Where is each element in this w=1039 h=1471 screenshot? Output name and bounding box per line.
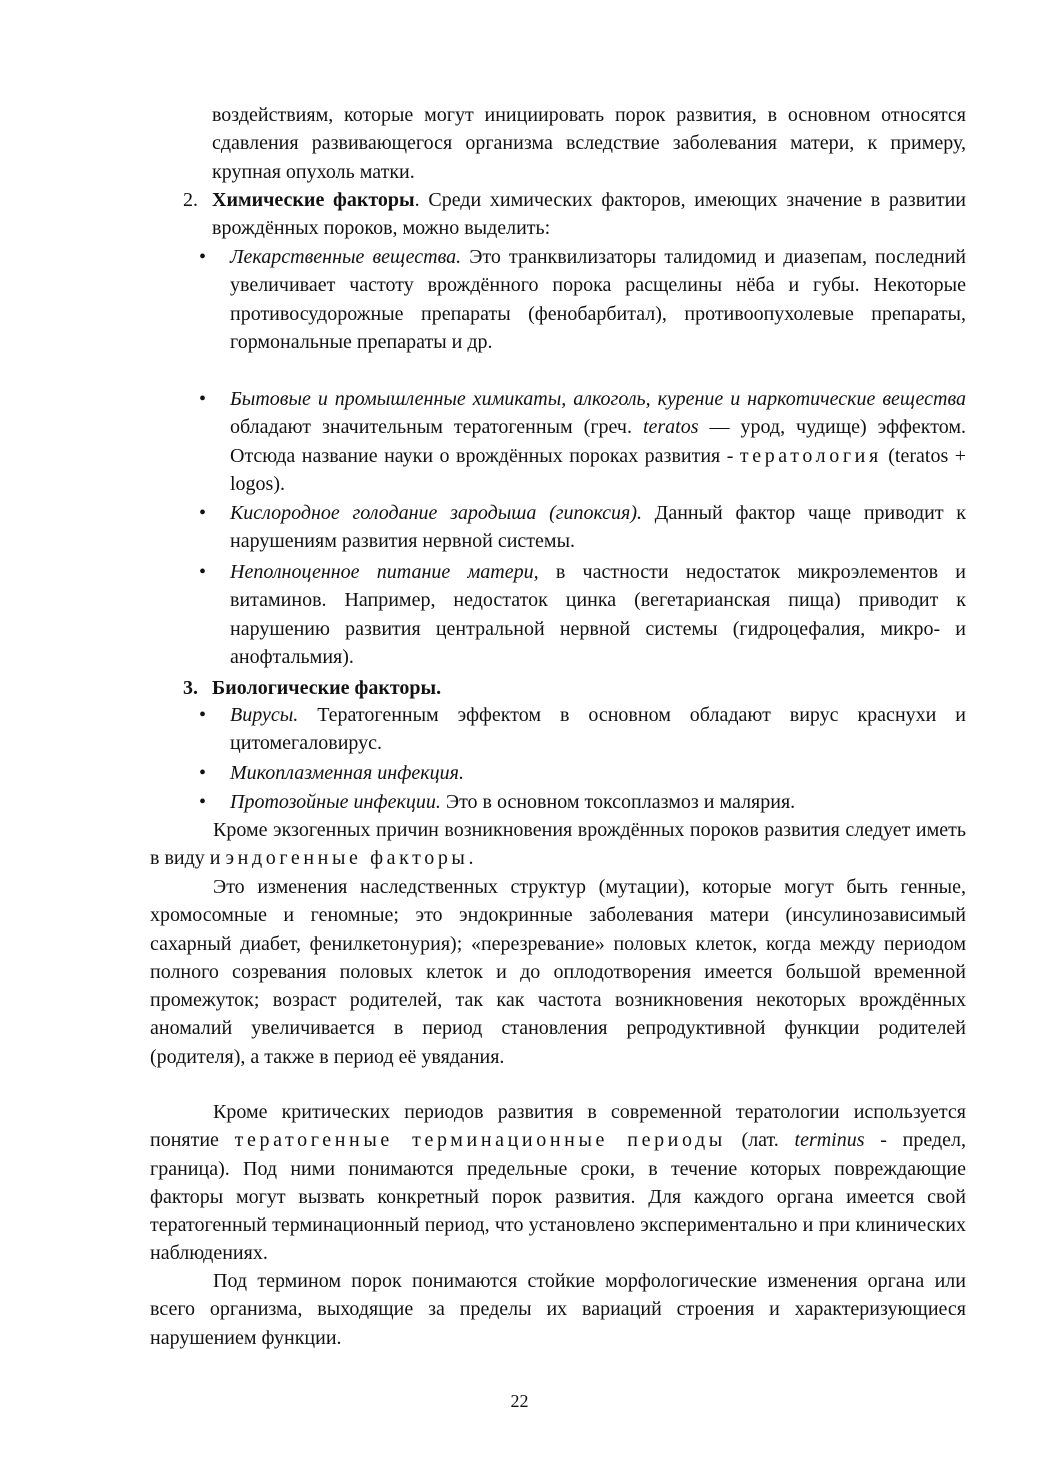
bullet-icon: • [199,762,207,784]
bullet-italic: Вирусы. [230,704,299,726]
continuation-paragraph: воздействиям, которые могут инициировать порок развития, в основном относятся сдавления развивающегося организма вследствие заболевания матери, к примеру, крупная опухоль матки. [212,104,966,183]
bullet-italic: Лекарственные вещества. [230,246,462,268]
spaced-term: тератогенные терминационные периоды [234,1129,726,1152]
bullet-body: Тератогенным эффектом в основном обладают вирус краснухи и цитомегаловирус. [230,704,966,755]
bullet-icon: • [199,561,207,583]
bullet-italic: Микоплазменная инфекция. [230,762,464,784]
bullet-text [230,759,966,787]
paragraph-text: Кроме критических периодов развития в современной тератологии используется понятие [150,1101,966,1152]
bullet-text [230,558,966,671]
bullet-body: (teratos + logos). [230,444,967,495]
list-item-body: . Среди химических факторов, имеющих значение в развитии врождённых пороков, можно выделить: [212,189,966,240]
bullet-icon: • [199,704,207,726]
bullet-icon: • [199,502,207,524]
paragraph-termination-periods [150,1098,966,1268]
bullet-italic: Бытовые и промышленные химикаты, алкоголь, курение и наркотические вещества [230,388,966,410]
bullet-body: Данный фактор чаще приводит к нарушениям развития нервной системы. [230,502,966,553]
paragraph-text: - предел, граница). Под ними понимаются предельные сроки, в течение которых повреждающие факторы могут вызвать конкретный порок развития. Для каждого органа имеется свой тератогенный терминационный период, что установлено экспериментально и при клинических наблюдениях. [150,1129,966,1265]
italic-term: terminus [794,1129,865,1152]
bullet-text [230,243,966,356]
paragraph-mutations: Это изменения наследственных структур (мутации), которые могут быть генные, хромосомные и геномные; это эндокринные заболевания матери (инсулинозависимый сахарный диабет, фенилкетонурия); «перезревание» половых клеток, когда между периодом полного созревания половых клеток и до оплодотворения имеется большой временной промежуток; возраст родителей, так как частота возникновения некоторых врождённых аномалий увеличивается в период становления репродуктивной функции родителей (родителя), а также в период её увядания. [150,876,966,1068]
list-number: 2. [183,189,198,211]
bullet-italic: Кислородное голодание зародыша (гипоксия). [230,502,642,524]
bullet-icon: • [199,791,207,813]
bullet-italic: Протозойные инфекции. [230,791,441,813]
bullet-body: Это в основном токсоплазмоз и малярия. [440,791,796,813]
paragraph-text: Кроме экзогенных причин возникновения врождённых пороков развития следует иметь в виду и [150,819,966,870]
spaced-term: эндогенные факторы [225,847,469,870]
bullet-body: — урод, чудище) эффектом. Отсюда название науки о врождённых пороках развития - [230,416,966,467]
list-item-title: Биологические факторы. [212,677,442,699]
list-number: 3. [183,677,198,699]
bullet-text [230,499,966,556]
page-number: 22 [510,1391,529,1411]
list-item-text [212,186,966,243]
bullet-italic-term: teratos [642,416,699,439]
spaced-term: тератология [739,444,882,467]
list-item-title: Химические факторы [212,189,415,211]
bullet-text [230,701,966,758]
bullet-text [230,385,966,498]
bullet-body: в частности недостаток микроэлементов и витаминов. Например, недостаток цинка (вегетарианская пища) приводит к нарушению развития центральной нервной системы (гидроцефалия, микро- и анофтальмия). [230,561,966,668]
bullet-text [230,788,966,816]
paragraph-endogenous [150,816,966,873]
bullet-icon: • [199,388,207,410]
bullet-body: обладают значительным тератогенным (греч. [230,416,643,439]
bullet-body: Это транквилизаторы талидомид и диазепам, последний увеличивает частоту врождённого порока расщелины нёба и губы. Некоторые противосудорожные препараты (фенобарбитал), противоопухолевые препараты, гормональные препараты и др. [230,246,967,353]
paragraph-defect-definition: Под термином порок понимаются стойкие морфологические изменения органа или всего организма, выходящие за пределы их вариаций строения и характеризующиеся нарушением функции. [150,1270,966,1349]
bullet-italic: Неполноценное питание матери, [230,561,539,583]
paragraph-end: . [468,847,474,870]
bullet-icon: • [199,246,207,268]
paragraph-text: (лат. [725,1129,795,1152]
